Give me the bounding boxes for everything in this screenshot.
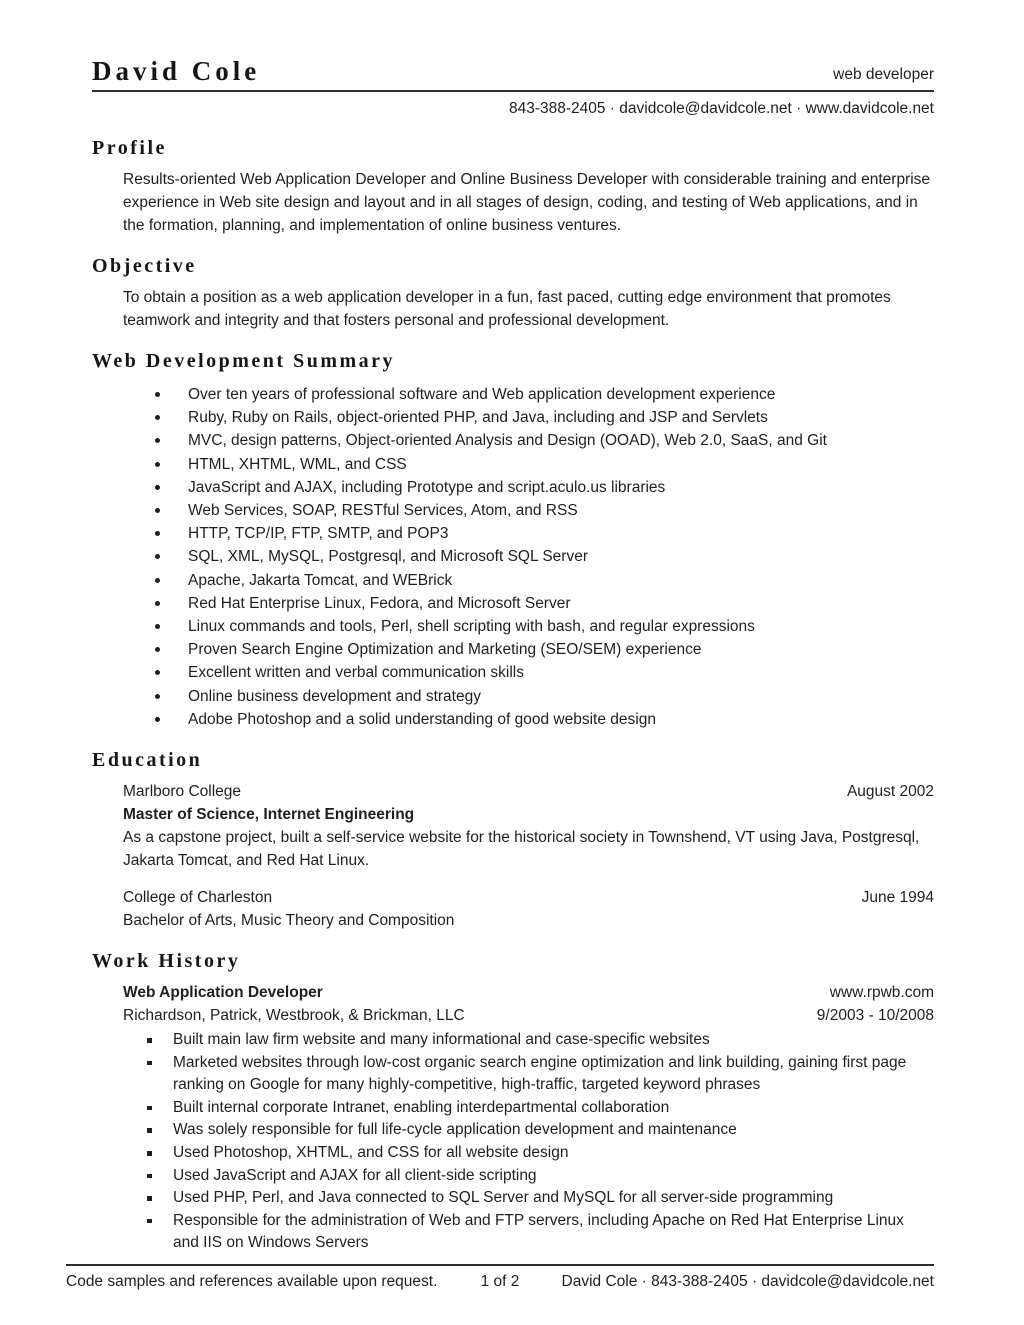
work-item: Built main law firm website and many informational and case-specific websites <box>146 1029 934 1052</box>
summary-item: JavaScript and AJAX, including Prototype and script.aculo.us libraries <box>155 476 934 499</box>
summary-list <box>155 383 934 731</box>
school-name: Marlboro College <box>123 783 242 801</box>
summary-item: Linux commands and tools, Perl, shell scripting with bash, and regular expressions <box>155 615 934 638</box>
work-item: Used PHP, Perl, and Java connected to SQL Server and MySQL for all server-side programming <box>146 1187 934 1210</box>
summary-item: Excellent written and verbal communication skills <box>155 661 934 684</box>
objective-text: To obtain a position as a web application developer in a fun, fast paced, cutting edge environment that promotes teamwork and integrity and that fosters personal and professional development. <box>123 289 891 329</box>
summary-item: Ruby, Ruby on Rails, object-oriented PHP, and Java, including and JSP and Servlets <box>155 406 934 429</box>
employer-website: www.rpwb.com <box>829 984 934 1002</box>
section-title-objective: Objective <box>92 255 197 277</box>
work-item: Marketed websites through low-cost organic search engine optimization and link building, gaining first page ranking on Google for many highly-competitive, high-traffic, targeted keyword phrases <box>146 1052 934 1097</box>
employer-name: Richardson, Patrick, Westbrook, & Brickman, LLC <box>123 1007 465 1025</box>
summary-item: MVC, design patterns, Object-oriented Analysis and Design (OOAD), Web 2.0, SaaS, and Git <box>155 429 934 452</box>
header-divider <box>92 90 934 92</box>
education-entry <box>123 886 934 932</box>
education-date: August 2002 <box>846 783 934 801</box>
education-entry <box>123 780 934 872</box>
work-item: Was solely responsible for full life-cycle application development and maintenance <box>146 1119 934 1142</box>
section-title-summary: Web Development Summary <box>92 350 396 372</box>
school-name: College of Charleston <box>123 889 273 907</box>
employment-dates: 9/2003 - 10/2008 <box>816 1007 934 1025</box>
header <box>92 56 934 86</box>
work-entry <box>123 981 934 1027</box>
section-title-education: Education <box>92 749 203 772</box>
summary-item: Adobe Photoshop and a solid understanding of good website design <box>155 708 934 731</box>
education-date: June 1994 <box>861 889 934 907</box>
education-description: As a capstone project, built a self-service website for the historical society in Townshend, VT using Java, Postgresql, Jakarta Tomcat, and Red Hat Linux. <box>123 829 920 870</box>
summary-item: HTTP, TCP/IP, FTP, SMTP, and POP3 <box>155 522 934 545</box>
work-item: Responsible for the administration of Web and FTP servers, including Apache on Red Hat Enterprise Linux and IIS on Windows Servers <box>146 1210 934 1255</box>
footer-note: Code samples and references available upon request. <box>66 1273 438 1290</box>
summary-item: Web Services, SOAP, RESTful Services, Atom, and RSS <box>155 499 934 522</box>
summary-item: Over ten years of professional software and Web application development experience <box>155 383 934 406</box>
job-title: Web Application Developer <box>123 984 323 1002</box>
summary-item: Red Hat Enterprise Linux, Fedora, and Microsoft Server <box>155 592 934 615</box>
summary-item: Apache, Jakarta Tomcat, and WEBrick <box>155 569 934 592</box>
person-name: David Cole <box>92 56 261 86</box>
degree-name: Master of Science, Internet Engineering <box>123 806 415 824</box>
page-number: 1 of 2 <box>480 1273 520 1290</box>
contact-line: 843-388-2405 · davidcole@davidcole.net · www.davidcole.net <box>508 100 934 117</box>
footer-contact: David Cole · 843-388-2405 · davidcole@davidcole.net <box>561 1273 934 1290</box>
page-footer <box>66 1264 934 1292</box>
section-title-work-history: Work History <box>92 950 241 973</box>
summary-item: HTML, XHTML, WML, and CSS <box>155 453 934 476</box>
role-label: web developer <box>833 66 934 83</box>
work-item: Built internal corporate Intranet, enabling interdepartmental collaboration <box>146 1097 934 1120</box>
work-duties-list <box>146 1029 934 1255</box>
summary-item: SQL, XML, MySQL, Postgresql, and Microsoft SQL Server <box>155 545 934 568</box>
summary-item: Online business development and strategy <box>155 685 934 708</box>
summary-item: Proven Search Engine Optimization and Marketing (SEO/SEM) experience <box>155 638 934 661</box>
work-item: Used JavaScript and AJAX for all client-side scripting <box>146 1165 934 1188</box>
work-item: Used Photoshop, XHTML, and CSS for all website design <box>146 1142 934 1165</box>
degree-name: Bachelor of Arts, Music Theory and Composition <box>123 912 455 930</box>
profile-text: Results-oriented Web Application Developer and Online Business Developer with considerable training and enterprise experience in Web site design and layout and in all stages of design, coding, and testing of Web applications, and in the formation, planning, and implementation of online business ventures. <box>123 171 931 234</box>
section-title-profile: Profile <box>92 137 167 159</box>
